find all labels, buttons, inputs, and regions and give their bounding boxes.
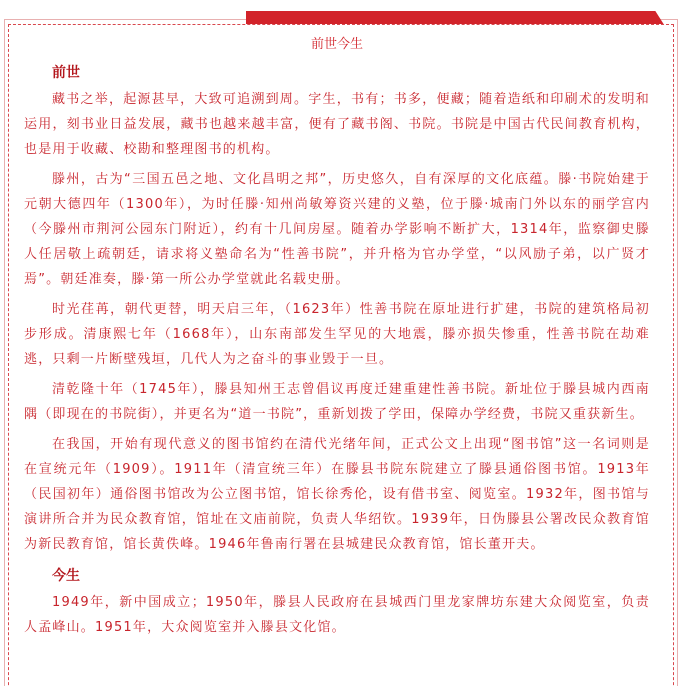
section-heading-past: 前世 [52, 65, 80, 81]
article-title: 前世今生 [310, 37, 363, 52]
paragraph: 滕州，古为“三国五邑之地、文化昌明之邦”，历史悠久，自有深厚的文化底蕴。滕·书院始建于元朝大德四年（1300年），为时任滕·知州尚敏筹资兴建的义塾，位于滕·城南门外以东的丽学宫内（今滕州市荆河公园东门附近），约有十几间房屋。随着办学影响不断扩大，1314年，监察御史滕人任居敬上疏朝廷，请求将义塾命名为“性善书院”，并升格为官办学堂，“以风励子弟，以广贤才焉”。朝廷准奏，滕·第一所公办学堂就此名载史册。 [24, 172, 650, 287]
section-heading-present: 今生 [52, 568, 80, 584]
paragraph: 在我国，开始有现代意义的图书馆约在清代光绪年间，正式公文上出现“图书馆”这一名词则是在宣统元年（1909）。1911年（清宣统三年）在滕县书院东院建立了滕县通俗图书馆。1913年（民国初年）通俗图书馆改为公立图书馆，馆长徐秀伦，设有借书室、阅览室。1932年，图书馆与演讲所合并为民众教育馆，馆址在文庙前院，负责人华绍钦。1939年，日伪滕县公署改民众教育馆为新民教育馆，馆长黄佚峰。1946年鲁南行署在县城建民众教育馆，馆长董开夫。 [24, 437, 650, 552]
paragraph: 时光荏苒，朝代更替，明天启三年，（1623年）性善书院在原址进行扩建，书院的建筑格局初步形成。清康熙七年（1668年），山东南部发生罕见的大地震，滕亦损失惨重，性善书院在劫难逃，只剩一片断壁残垣，几代人为之奋斗的事业毁于一旦。 [24, 302, 650, 367]
paragraph: 藏书之举，起源甚早，大致可追溯到周。字生，书有；书多，便藏；随着造纸和印刷术的发明和运用，刻书业日益发展，藏书也越来越丰富，便有了藏书阁、书院。书院是中国古代民间教育机构，也是用于收藏、校勘和整理图书的机构。 [24, 92, 650, 157]
paragraph: 清乾隆十年（1745年），滕县知州王志曾倡议再度迁建重建性善书院。新址位于滕县城内西南隅（即现在的书院街），并更名为“道一书院”，重新划拨了学田，保障办学经费，书院又重获新生。 [24, 382, 650, 422]
article-body [24, 31, 650, 645]
paragraph: 1949年，新中国成立；1950年，滕县人民政府在县城西门里龙家牌坊东建大众阅览室，负责人孟峰山。1951年，大众阅览室并入滕县文化馆。 [24, 595, 650, 635]
